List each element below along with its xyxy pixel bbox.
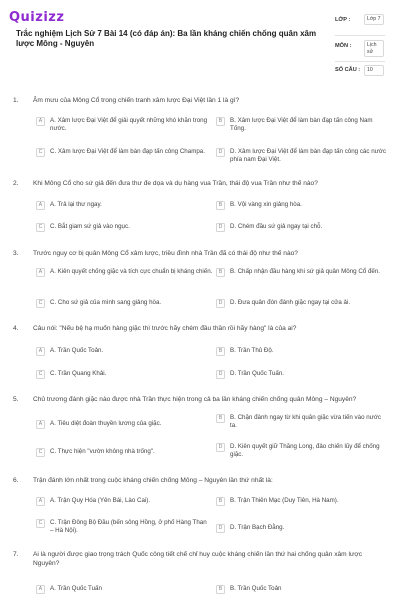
- question-number: 5.: [13, 396, 19, 403]
- question-text: Trận đánh lớn nhất trong cuộc kháng chiến chống Mông – Nguyên lần thứ nhất là:: [33, 477, 273, 484]
- option-text: A. Trả lại thư ngay.: [50, 201, 102, 208]
- option-letter: B: [216, 414, 225, 423]
- question-number: 7.: [13, 551, 19, 558]
- option-c[interactable]: [36, 223, 216, 232]
- option-c[interactable]: [36, 370, 216, 379]
- option-letter: B: [216, 117, 225, 126]
- option-text: A. Trận Quy Hóa (Yên Bái, Lào Cai).: [50, 497, 151, 504]
- option-c[interactable]: [36, 299, 216, 308]
- option-text: C. Thực hiện "vườn không nhà trống".: [50, 448, 155, 455]
- question-number: 4.: [13, 325, 19, 332]
- question-text: Câu nói: "Nếu bệ hạ muốn hàng giặc thì trước hãy chém đầu thần rồi hãy hàng" là của ai?: [33, 325, 297, 332]
- option-letter: B: [216, 201, 225, 210]
- option-letter: D: [216, 299, 225, 308]
- option-text: B. Vội vàng xin giảng hòa.: [230, 201, 302, 208]
- option-text: A. Xâm lược Đại Việt để giải quyết những khó khăn trong nước.: [50, 117, 208, 132]
- option-letter: A: [36, 117, 45, 126]
- option-text: B. Trận Thiên Mạc (Duy Tiên, Hà Nam).: [230, 497, 339, 504]
- option-a[interactable]: [36, 585, 216, 594]
- option-letter: B: [216, 585, 225, 594]
- option-text: C. Cho sứ giả của mình sang giảng hòa.: [50, 299, 162, 306]
- option-c[interactable]: [36, 519, 208, 535]
- option-a[interactable]: [36, 268, 216, 277]
- option-text: D. Xâm lược Đại Việt để làm bàn đạp tấn công các nước phía nam Đại Việt.: [230, 148, 386, 163]
- option-b[interactable]: [216, 117, 386, 133]
- option-d[interactable]: [216, 443, 388, 459]
- question-text: Ai là người được giao trọng trách Quốc công tiết chế chỉ huy cuộc kháng chiến lần thứ hai chống quân xâm lược Nguyên?: [33, 551, 362, 567]
- option-text: A. Tiêu diệt đoàn thuyền lương của giặc.: [50, 420, 162, 427]
- option-letter: C: [36, 370, 45, 379]
- option-text: A. Trần Quốc Toản.: [50, 347, 104, 354]
- option-d[interactable]: [216, 223, 386, 232]
- option-text: C. Bắt giam sứ giả vào ngục.: [50, 223, 130, 230]
- option-a[interactable]: [36, 347, 216, 356]
- option-b[interactable]: [216, 414, 388, 430]
- subject-label: MÔN :: [335, 43, 352, 49]
- option-b[interactable]: [216, 497, 386, 506]
- option-text: D. Chém đầu sứ giả ngay tại chỗ.: [230, 223, 323, 230]
- option-letter: B: [216, 268, 225, 277]
- option-text: C. Trần Quang Khải.: [50, 370, 107, 377]
- option-a[interactable]: [36, 497, 216, 506]
- option-d[interactable]: [216, 148, 388, 164]
- option-letter: A: [36, 420, 45, 429]
- option-text: B. Trần Thủ Độ.: [230, 347, 274, 354]
- option-text: C. Xâm lược Đại Việt để làm bàn đạp tấn công Champa.: [50, 148, 205, 155]
- option-text: D. Đưa quân đón đánh giặc ngay tại cửa ải.: [230, 299, 351, 306]
- option-letter: A: [36, 585, 45, 594]
- option-a[interactable]: [36, 201, 216, 210]
- option-a[interactable]: [36, 420, 216, 429]
- option-letter: D: [216, 148, 225, 157]
- question-number: 2.: [13, 180, 19, 187]
- option-d[interactable]: [216, 524, 386, 533]
- question-text: Khi Mông Cổ cho sứ giả đến đưa thư đe dọa và dụ hàng vua Trần, thái độ vua Trần như thế nào?: [33, 180, 318, 187]
- option-letter: D: [216, 443, 225, 452]
- option-letter: C: [36, 448, 45, 457]
- option-text: A. Trần Quốc Tuấn: [50, 585, 102, 592]
- option-d[interactable]: [216, 370, 386, 379]
- worksheet-header: [0, 0, 400, 80]
- option-d[interactable]: [216, 299, 388, 308]
- option-text: C. Trận Đông Bộ Đầu (bến sông Hồng, ở phố Hàng Than – Hà Nội).: [50, 519, 207, 534]
- question-text: Chủ trương đánh giặc nào được nhà Trần thực hiện trong cả ba lần kháng chiến chống quân Mông – Nguyên?: [33, 396, 357, 403]
- option-letter: A: [36, 268, 45, 277]
- option-b[interactable]: [216, 347, 386, 356]
- option-letter: C: [36, 299, 45, 308]
- option-b[interactable]: [216, 268, 386, 277]
- option-text: B. Chấp nhận đầu hàng khi sứ giả quân Mông Cổ đến.: [230, 268, 380, 275]
- option-letter: C: [36, 223, 45, 232]
- option-c[interactable]: [36, 148, 216, 157]
- option-letter: A: [36, 201, 45, 210]
- option-text: D. Kiên quyết giữ Thăng Long, đảo chiến lũy để chống giặc.: [230, 443, 380, 458]
- option-letter: A: [36, 497, 45, 506]
- option-letter: C: [36, 148, 45, 157]
- option-letter: D: [216, 223, 225, 232]
- question-number: 1.: [13, 97, 19, 104]
- subject-value: Lịch sử: [364, 40, 384, 57]
- option-text: B. Chặn đánh ngay từ khi quân giặc vừa tiến vào nước ta.: [230, 414, 381, 429]
- option-text: D. Trần Quốc Tuấn.: [230, 370, 284, 377]
- meta-divider: [335, 35, 385, 36]
- option-b[interactable]: [216, 201, 386, 210]
- question-number: 6.: [13, 477, 19, 484]
- question-text: Trước nguy cơ bị quân Mông Cổ xâm lược, triều đình nhà Trần đã có thái độ như thế nào?: [33, 250, 298, 257]
- question-number: 3.: [13, 250, 19, 257]
- option-b[interactable]: [216, 585, 386, 594]
- option-letter: D: [216, 370, 225, 379]
- question-text: Âm mưu của Mông Cổ trong chiến tranh xâm lược Đại Việt lần 1 là gì?: [33, 97, 240, 104]
- worksheet-title: Trắc nghiệm Lịch Sử 7 Bài 14 (có đáp án): Ba lần kháng chiến chống quân xâm lược Mông - Nguyên: [16, 29, 317, 48]
- option-text: B. Xâm lược Đại Việt để làm bàn đạp tấn công Nam Tống.: [230, 117, 373, 132]
- option-a[interactable]: [36, 117, 216, 133]
- option-letter: D: [216, 524, 225, 533]
- count-label: SỐ CÂU :: [335, 67, 361, 73]
- meta-divider: [335, 61, 385, 62]
- option-text: B. Trần Quốc Toản: [230, 585, 282, 592]
- quizizz-logo: Quizizz: [9, 10, 65, 25]
- option-text: D. Trận Bạch Đằng.: [230, 524, 285, 531]
- option-letter: A: [36, 347, 45, 356]
- option-letter: B: [216, 497, 225, 506]
- option-letter: B: [216, 347, 225, 356]
- option-letter: C: [36, 519, 45, 528]
- class-value: Lớp 7: [364, 14, 384, 25]
- class-label: LỚP :: [335, 17, 351, 23]
- count-value: 10: [364, 65, 384, 76]
- option-c[interactable]: [36, 448, 216, 457]
- option-text: A. Kiên quyết chống giặc và tích cực chuẩn bị kháng chiến.: [50, 268, 213, 275]
